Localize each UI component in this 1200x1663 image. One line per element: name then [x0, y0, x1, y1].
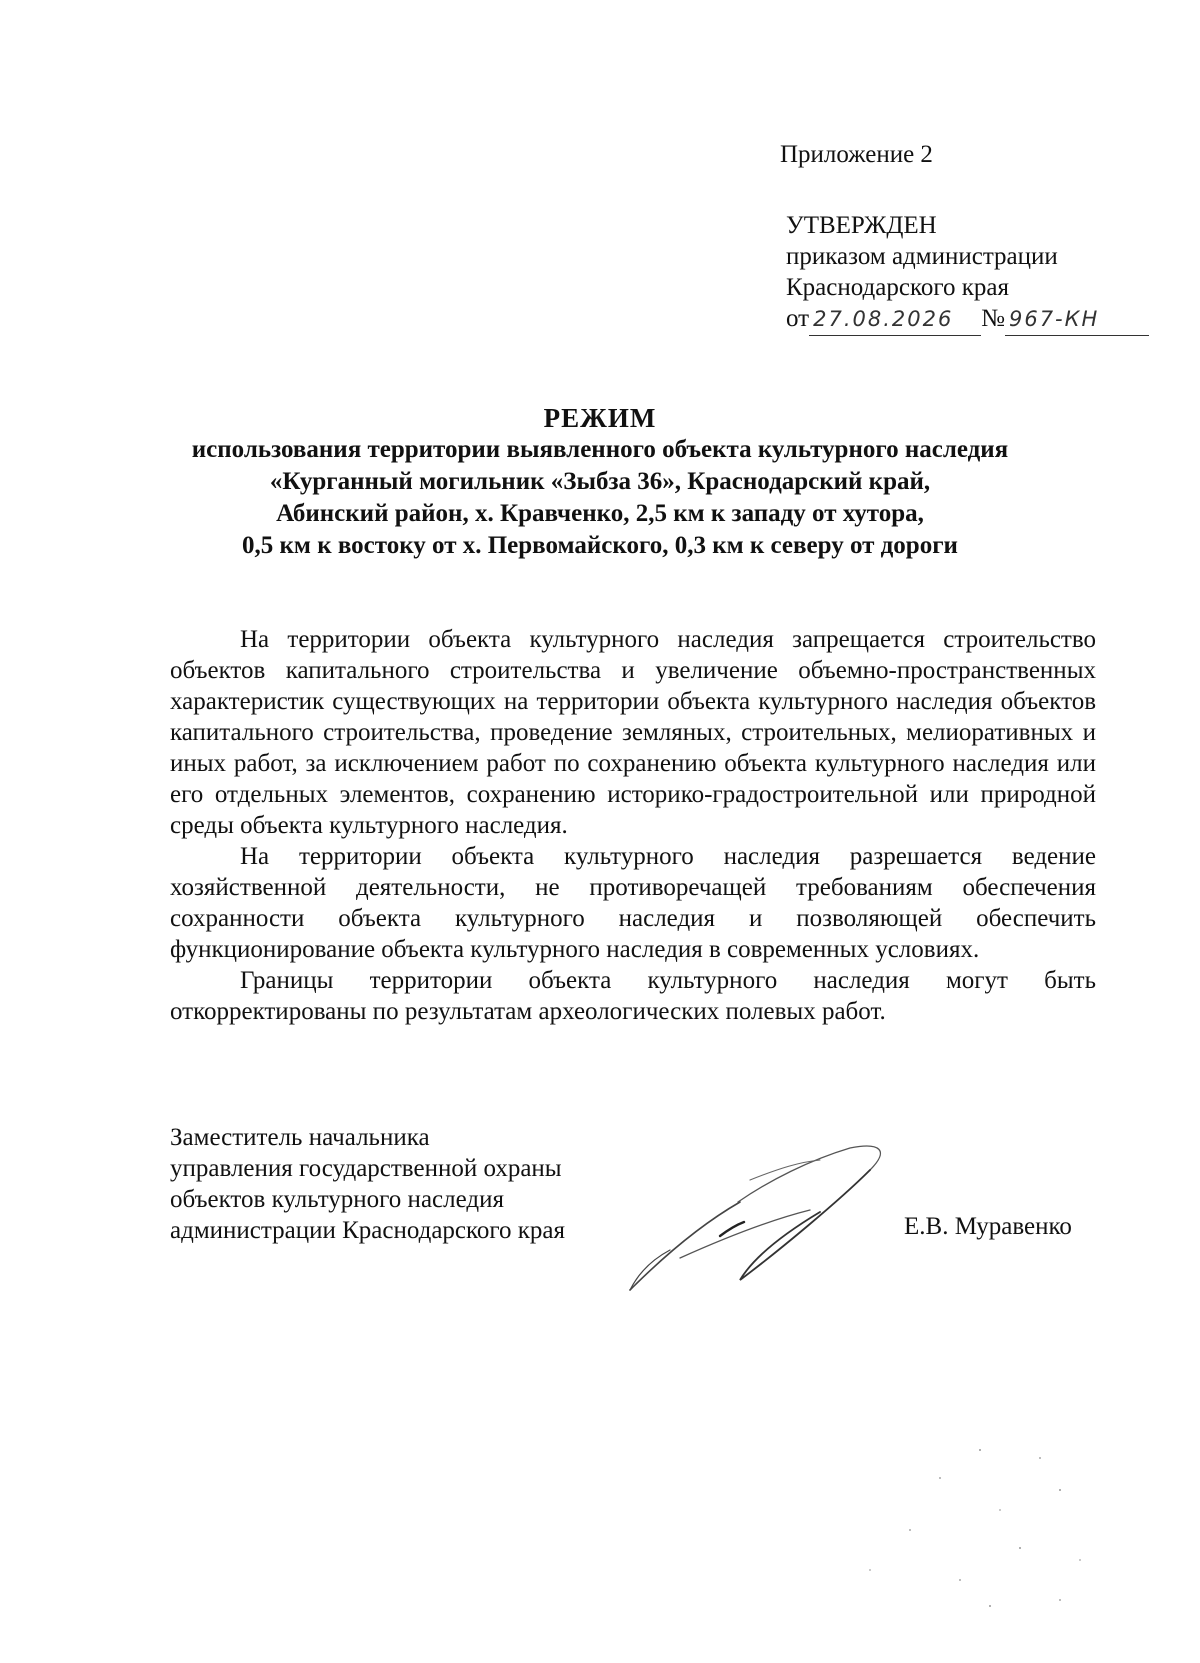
order-date-number-line — [786, 303, 1149, 336]
body-paragraph-3: Границы территории объекта культурного наследия могут быть откорректированы по результатам археологических полевых работ. — [170, 967, 1096, 1025]
signer-position — [170, 1122, 565, 1246]
title-line-2: «Курганный могильник «Зыбза 36», Краснодарский край, — [269, 468, 931, 495]
appendix-label: Приложение 2 — [780, 141, 933, 168]
order-date: 27.08.2026 — [809, 304, 981, 336]
title-main: РЕЖИМ — [543, 403, 657, 433]
document-title — [100, 402, 1100, 562]
approval-block — [786, 210, 1149, 336]
signer-position-line-4: администрации Краснодарского края — [170, 1217, 566, 1244]
scan-noise — [760, 1430, 1120, 1630]
signer-name: Е.В. Муравенко — [904, 1213, 1072, 1240]
body-paragraph-2: На территории объекта культурного наследия разрешается ведение хозяйственной деятельности, не противоречащей требованиям обеспечения сохранности объекта культурного наследия и позволяющей обеспечить функционирование объекта культурного наследия в современных условиях. — [170, 843, 1096, 963]
number-prefix: № — [981, 305, 1005, 332]
order-number: 967-КН — [1005, 304, 1149, 336]
approved-by-line-1: приказом администрации — [786, 243, 1058, 270]
date-prefix: от — [786, 305, 810, 332]
title-line-4: 0,5 км к востоку от х. Первомайского, 0,3 км к северу от дороги — [242, 532, 958, 559]
title-line-3: Абинский район, х. Кравченко, 2,5 км к западу от хутора, — [276, 500, 924, 527]
body-paragraph-1: На территории объекта культурного наследия запрещается строительство объектов капитального строительства и увеличение объемно-пространственных характеристик существующих на территории объекта культурного наследия объектов капитального строительства, проведение земляных, строительных, мелиоративных и иных работ, за исключением работ по сохранению объекта культурного наследия или его отдельных элементов, сохранению историко-градостроительной или природной среды объекта культурного наследия. — [170, 626, 1096, 839]
approved-by-line-2: Краснодарского края — [786, 274, 1009, 301]
document-body — [170, 624, 1096, 1027]
title-line-1: использования территории выявленного объекта культурного наследия — [191, 436, 1009, 463]
approved-heading: УТВЕРЖДЕН — [786, 212, 937, 239]
signer-position-line-3: объектов культурного наследия — [170, 1186, 504, 1213]
signer-position-line-1: Заместитель начальника — [170, 1124, 430, 1151]
signer-position-line-2: управления государственной охраны — [170, 1155, 562, 1182]
handwritten-signature — [620, 1140, 940, 1310]
